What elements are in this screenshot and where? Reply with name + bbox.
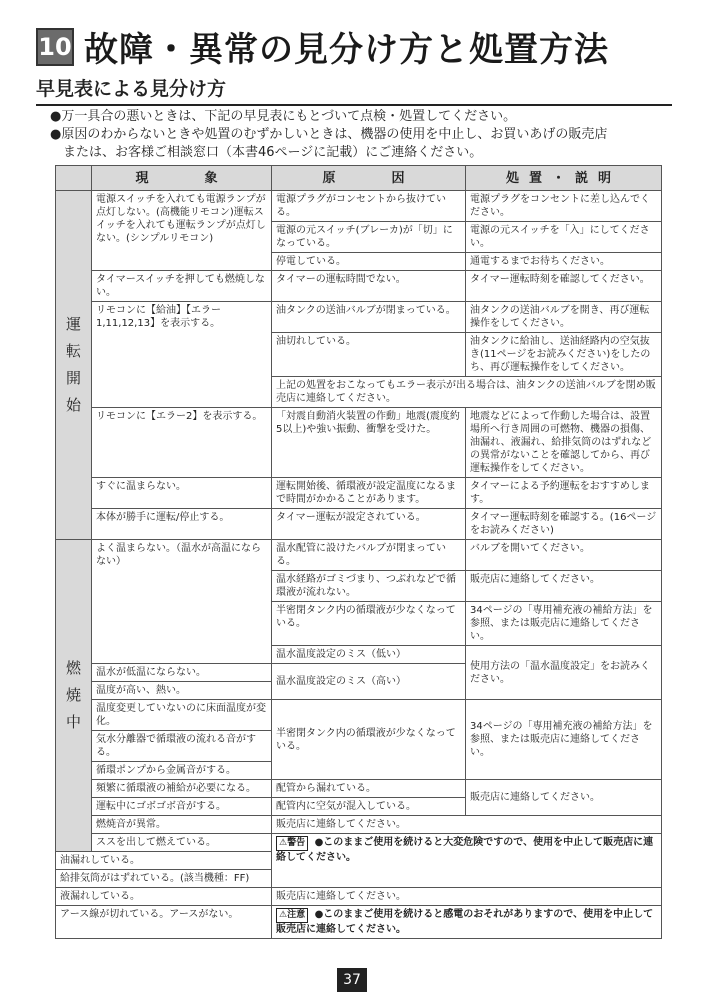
troubleshooting-table <box>55 165 662 939</box>
cause: 配管内に空気が混入している。 <box>272 798 466 816</box>
symptom: リモコンに【エラー2】を表示する。 <box>92 408 272 478</box>
action: 電源プラグをコンセントに差し込んでください。 <box>466 191 662 222</box>
cause: 半密閉タンク内の循環液が少なくなっている。 <box>272 700 466 780</box>
symptom: タイマースイッチを押しても燃焼しない。 <box>92 271 272 302</box>
cause: 停電している。 <box>272 253 466 271</box>
cause: 温水温度設定のミス（高い） <box>272 664 466 700</box>
cause: 電源の元スイッチ(ブレーカ)が「切」になっている。 <box>272 222 466 253</box>
cat-char: 開 <box>65 369 81 387</box>
cat-char: 焼 <box>65 686 81 704</box>
section-header <box>36 22 609 71</box>
cause: タイマーの運転時間でない。 <box>272 271 466 302</box>
warning-block <box>272 834 662 888</box>
symptom: 気水分離器で循環液の流れる音がする。 <box>92 731 272 762</box>
symptom: 油漏れしている。 <box>56 852 272 870</box>
symptom: 運転中にゴボゴボ音がする。 <box>92 798 272 816</box>
action: バルブを開いてください。 <box>466 540 662 571</box>
action: 地震などによって作動した場合は、設置場所へ行き周囲の可燃物、機器の損傷、油漏れ、液漏れ、給排気筒のはずれなどの異常がないことを確認してから、再び運転操作をしてください。 <box>466 408 662 478</box>
action: 通電するまでお待ちください。 <box>466 253 662 271</box>
symptom: 燃焼音が異常。 <box>92 816 272 834</box>
action: 34ページの「専用補充液の補給方法」を参照、または販売店に連絡してください。 <box>466 602 662 646</box>
caution-block <box>272 906 662 939</box>
category-start <box>56 191 92 540</box>
cause: 温水配管に設けたバルブが閉まっている。 <box>272 540 466 571</box>
page-title: 故障・異常の見分け方と処置方法 <box>84 30 609 70</box>
symptom: 電源スイッチを入れても電源ランプが点灯しない。(高機能リモコン)運転スイッチを入れても運転ランプが点灯しない。(シンプルリモコン) <box>92 191 272 271</box>
symptom: よく温まらない。（温水が高温にならない） <box>92 540 272 664</box>
cause: 油切れしている。 <box>272 333 466 377</box>
cat-char: 運 <box>65 315 81 333</box>
action: 販売店に連絡してください。 <box>466 571 662 602</box>
action: タイマーによる予約運転をおすすめします。 <box>466 478 662 509</box>
action: 使用方法の「温水温度設定」をお読みください。 <box>466 646 662 700</box>
action: 電源の元スイッチを「入」にしてください。 <box>466 222 662 253</box>
symptom: 温水が低温にならない。 <box>92 664 272 682</box>
symptom: すぐに温まらない。 <box>92 478 272 509</box>
symptom: アース線が切れている。アースがない。 <box>56 906 272 939</box>
cat-char: 燃 <box>65 659 81 677</box>
action: タイマー運転時刻を確認する。(16ページをお読みください) <box>466 509 662 540</box>
symptom: リモコンに【給油】【エラー 1,11,12,13】を表示する。 <box>92 302 272 408</box>
action: 油タンクに給油し、送油経路内の空気抜き(11ページをお読みください)をしたのち、再び運転操作をしてください。 <box>466 333 662 377</box>
cause: 配管から漏れている。 <box>272 780 466 798</box>
header-corner <box>56 166 92 191</box>
symptom: 温度変更していないのに床面温度が変化。 <box>92 700 272 731</box>
action: 油タンクの送油バルブを開き、再び運転操作をしてください。 <box>466 302 662 333</box>
symptom: 温度が高い、熱い。 <box>92 682 272 700</box>
symptom: 液漏れしている。 <box>56 888 272 906</box>
action: 販売店に連絡してください。 <box>272 888 662 906</box>
note: 上記の処置をおこなってもエラー表示が出る場合は、油タンクの送油バルブを閉め販売店に連絡してください。 <box>272 377 662 408</box>
cause: タイマー運転が設定されている。 <box>272 509 466 540</box>
action: 販売店に連絡してください。 <box>466 780 662 816</box>
caution-text: ●このままご使用を続けると感電のおそれがありますので、使用を中止して販売店に連絡してください。 <box>276 909 654 935</box>
warning-badge: ⚠警告 <box>276 836 308 851</box>
symptom: ススを出して燃えている。 <box>92 834 272 852</box>
symptom: 頻繁に循環液の補給が必要になる。 <box>92 780 272 798</box>
col-header-symptom: 現 象 <box>92 166 272 191</box>
cause: 「対震自動消火装置の作動」地震(震度約5以上)や強い振動、衝撃を受けた。 <box>272 408 466 478</box>
col-header-cause: 原 因 <box>272 166 466 191</box>
bullet-1: ●万一具合の悪いときは、下記の早見表にもとづいて点検・処置してください。 <box>50 109 517 124</box>
caution-badge: ⚠注意 <box>276 908 308 923</box>
cat-char: 転 <box>65 342 81 360</box>
cat-char: 始 <box>65 396 81 414</box>
section-number: 10 <box>36 28 74 66</box>
page-number: 37 <box>337 968 367 992</box>
cause: 電源プラグがコンセントから抜けている。 <box>272 191 466 222</box>
bullet-3: または、お客様ご相談窓口（本書46ページに記載）にご連絡ください。 <box>50 145 483 160</box>
cat-char: 中 <box>65 713 81 731</box>
bullet-2: ●原因のわからないときや処置のむずかしいときは、機器の使用を中止し、お買いあげの販売店 <box>50 127 608 142</box>
cause: 油タンクの送油バルブが閉まっている。 <box>272 302 466 333</box>
cause: 半密閉タンク内の循環液が少なくなっている。 <box>272 602 466 646</box>
action: 販売店に連絡してください。 <box>272 816 662 834</box>
category-burning <box>56 540 92 852</box>
action: 34ページの「専用補充液の補給方法」を参照、または販売店に連絡してください。 <box>466 700 662 780</box>
cause: 運転開始後、循環液が設定温度になるまで時間がかかることがあります。 <box>272 478 466 509</box>
col-header-action: 処置・説明 <box>466 166 662 191</box>
warning-text: ●このままご使用を続けると大変危険ですので、使用を中止して販売店に連絡してください。 <box>276 837 654 863</box>
symptom: 本体が勝手に運転/停止する。 <box>92 509 272 540</box>
action: タイマー運転時刻を確認してください。 <box>466 271 662 302</box>
cause: 温水経路がゴミづまり、つぶれなどで循環液が流れない。 <box>272 571 466 602</box>
cause: 温水温度設定のミス（低い） <box>272 646 466 664</box>
symptom: 給排気筒がはずれている。(該当機種：FF) <box>56 870 272 888</box>
subtitle: 早見表による見分け方 <box>36 74 672 106</box>
symptom: 循環ポンプから金属音がする。 <box>92 762 272 780</box>
